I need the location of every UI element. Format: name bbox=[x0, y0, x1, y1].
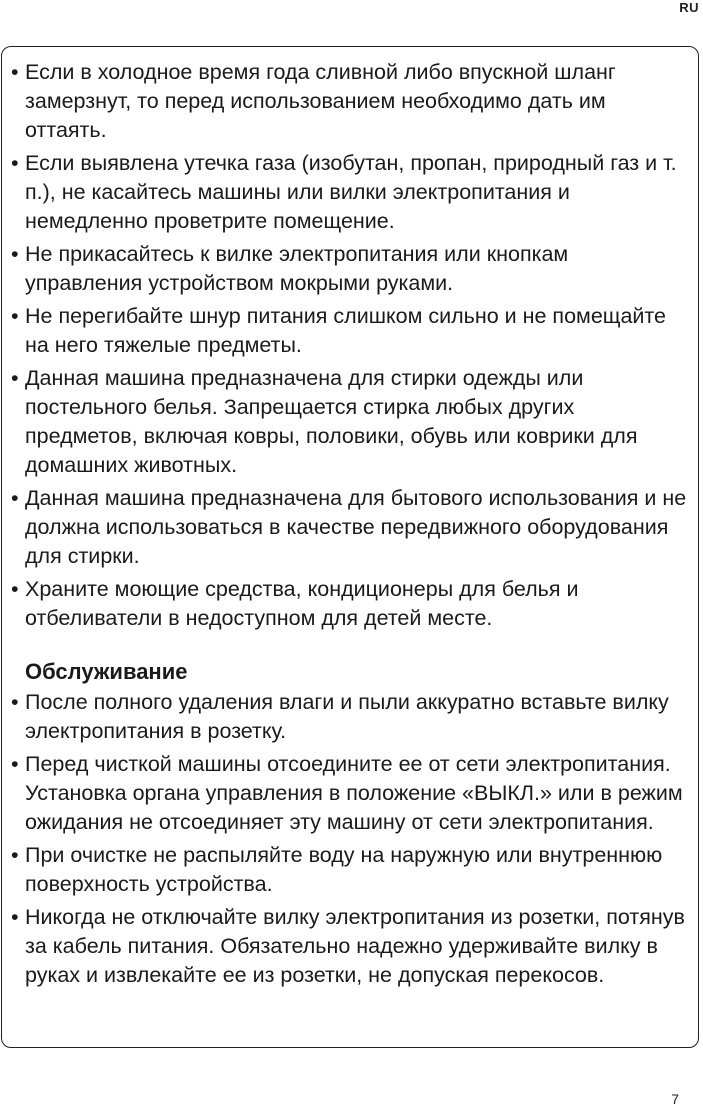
maintenance-item-text: При очистке не распыляйте воду на наружную или внутреннюю поверхность устройства. bbox=[25, 843, 663, 896]
maintenance-title: Обслуживание bbox=[25, 659, 188, 684]
bullet-icon: • bbox=[11, 242, 19, 266]
safety-item bbox=[11, 302, 691, 360]
page-number: 7 bbox=[671, 1091, 679, 1107]
bullet-icon: • bbox=[11, 752, 19, 776]
safety-item-text: Не прикасайтесь к вилке электропитания или кнопкам управления устройством мокрыми руками. bbox=[25, 242, 569, 295]
bullet-icon: • bbox=[11, 843, 19, 867]
safety-item bbox=[11, 58, 691, 145]
maintenance-item bbox=[11, 750, 691, 837]
maintenance-item bbox=[11, 903, 691, 990]
safety-item-text: Если выявлена утечка газа (изобутан, пропан, природный газ и т. п.), не касайтесь машины или вилки электропитания и немедленно проветрите помещение. bbox=[25, 151, 677, 233]
safety-item-text: Не перегибайте шнур питания слишком сильно и не помещайте на него тяжелые предметы. bbox=[25, 304, 666, 357]
language-label: RU bbox=[679, 0, 699, 15]
bullet-icon: • bbox=[11, 486, 19, 510]
maintenance-item bbox=[11, 841, 691, 899]
bullet-icon: • bbox=[11, 304, 19, 328]
safety-item-text: Данная машина предназначена для стирки одежды или постельного белья. Запрещается стирка любых других предметов, включая ковры, половики, обувь или коврики для домашних животных. bbox=[25, 366, 638, 477]
bullet-icon: • bbox=[11, 577, 19, 601]
safety-item-text: Данная машина предназначена для бытового использования и не должна использоваться в качестве передвижного оборудования для стирки. bbox=[25, 486, 687, 568]
safety-item bbox=[11, 240, 691, 298]
bullet-icon: • bbox=[11, 60, 19, 84]
maintenance-item bbox=[11, 688, 691, 746]
safety-item bbox=[11, 575, 691, 633]
page-content bbox=[11, 58, 691, 994]
safety-item-text: Храните моющие средства, кондиционеры для белья и отбеливатели в недоступном для детей месте. bbox=[25, 577, 579, 630]
bullet-icon: • bbox=[11, 905, 19, 929]
maintenance-item-text: Перед чисткой машины отсоедините ее от сети электропитания. Установка органа управления в положение «ВЫКЛ.» или в режим ожидания не отсоединяет эту машину от сети электропитания. bbox=[25, 752, 683, 834]
safety-item bbox=[11, 149, 691, 236]
safety-item bbox=[11, 484, 691, 571]
bullet-icon: • bbox=[11, 366, 19, 390]
bullet-icon: • bbox=[11, 151, 19, 175]
maintenance-item-text: После полного удаления влаги и пыли аккуратно вставьте вилку электропитания в розетку. bbox=[25, 690, 669, 743]
bullet-icon: • bbox=[11, 690, 19, 714]
safety-item-text: Если в холодное время года сливной либо впускной шланг замерзнут, то перед использованием необходимо дать им оттаять. bbox=[25, 60, 616, 142]
safety-item bbox=[11, 364, 691, 480]
maintenance-item-text: Никогда не отключайте вилку электропитания из розетки, потянув за кабель питания. Обязательно надежно удерживайте вилку в руках и извлекайте ее из розетки, не допуская перекосов. bbox=[25, 905, 685, 987]
